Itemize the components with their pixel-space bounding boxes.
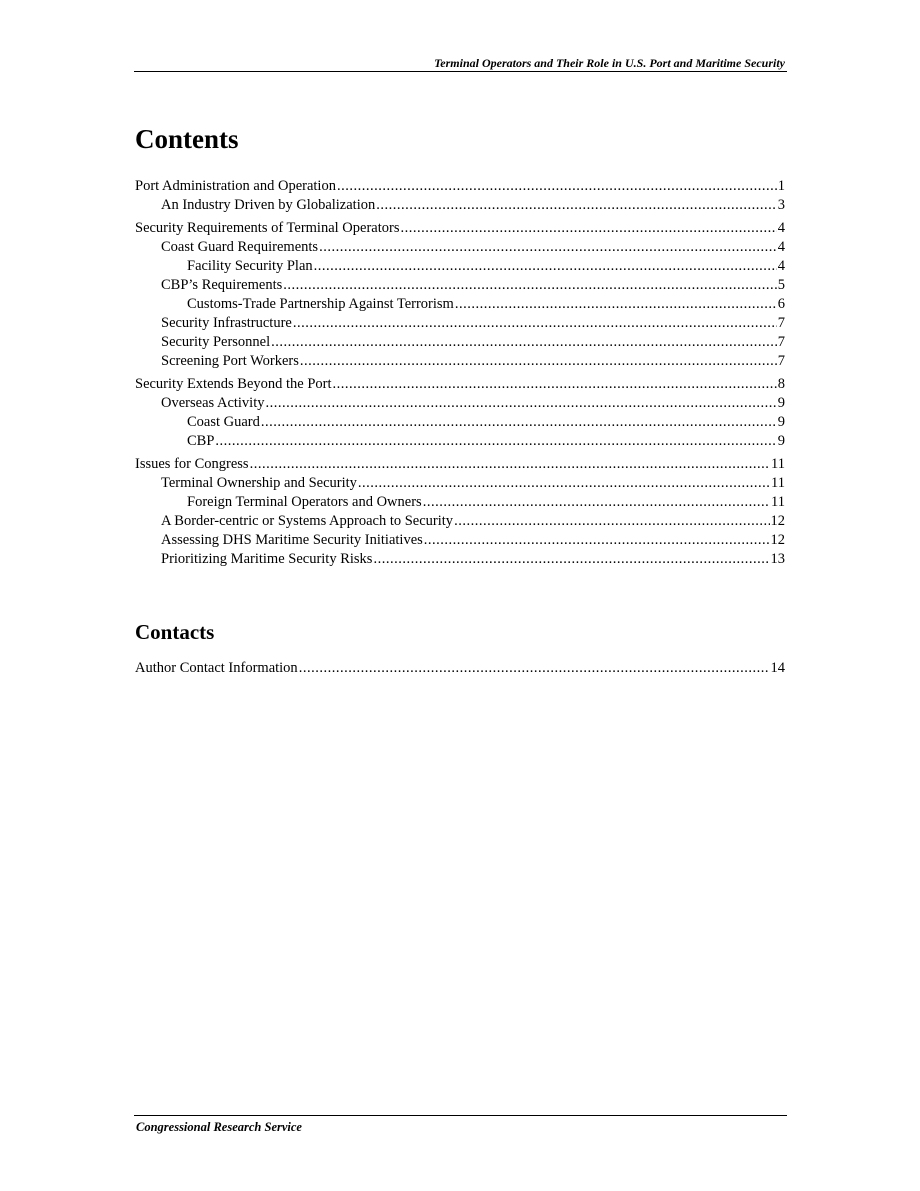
toc-entry-label: Author Contact Information [135,660,298,676]
toc-entry-page: 4 [777,258,785,274]
toc-leader-dots [337,177,777,196]
toc-entry[interactable] [135,659,785,678]
toc-entry-page: 7 [777,315,785,331]
toc-entry-page: 12 [770,532,785,548]
toc-entry-label: Foreign Terminal Operators and Owners [187,494,422,510]
toc-leader-dots [299,659,770,678]
toc-entry[interactable] [135,413,785,432]
contacts-heading: Contacts [135,620,215,644]
toc-entry[interactable] [135,196,785,215]
toc-entry-label: Port Administration and Operation [135,178,336,194]
toc-leader-dots [454,512,769,531]
toc-entry-label: A Border-centric or Systems Approach to Security [161,513,454,529]
toc-entry[interactable] [135,177,785,196]
toc-entry[interactable] [135,474,785,493]
toc-entry-label: Security Extends Beyond the Port [135,376,332,392]
toc-entry-label: Facility Security Plan [187,258,313,274]
toc-leader-dots [300,352,777,371]
toc-entry-label: Customs-Trade Partnership Against Terrorism [187,296,454,312]
toc-entry-page: 9 [777,395,785,411]
toc-leader-dots [261,413,777,432]
toc-entry[interactable] [135,276,785,295]
toc-entry-page: 7 [777,334,785,350]
toc-entry[interactable] [135,432,785,451]
toc-entry[interactable] [135,219,785,238]
toc-leader-dots [319,238,777,257]
toc-entry-page: 3 [777,197,785,213]
toc-entry-label: Security Infrastructure [161,315,292,331]
toc-leader-dots [376,196,777,215]
toc-entry-page: 13 [770,551,785,567]
contents-list [135,177,785,569]
toc-entry-label: CBP’s Requirements [161,277,283,293]
running-header [134,54,787,72]
toc-entry[interactable] [135,455,785,474]
toc-entry-page: 11 [771,494,785,510]
toc-entry-page: 11 [771,475,785,491]
toc-entry[interactable] [135,493,785,512]
toc-leader-dots [423,493,770,512]
toc-entry-label: Coast Guard [187,414,260,430]
toc-entry-label: Security Personnel [161,334,271,350]
toc-entry-label: Terminal Ownership and Security [161,475,357,491]
toc-leader-dots [314,257,777,276]
toc-entry-label: Coast Guard Requirements [161,239,319,255]
toc-entry[interactable] [135,531,785,550]
toc-entry[interactable] [135,314,785,333]
toc-leader-dots [400,219,776,238]
toc-entry[interactable] [135,257,785,276]
toc-leader-dots [266,394,777,413]
toc-leader-dots [215,432,776,451]
toc-entry-label: Prioritizing Maritime Security Risks [161,551,373,567]
toc-leader-dots [293,314,777,333]
toc-entry[interactable] [135,333,785,352]
toc-entry-page: 9 [777,414,785,430]
toc-entry-label: Security Requirements of Terminal Operators [135,220,400,236]
toc-entry-page: 4 [777,239,785,255]
toc-entry[interactable] [135,238,785,257]
toc-entry[interactable] [135,394,785,413]
toc-entry-page: 7 [777,353,785,369]
toc-leader-dots [373,550,769,569]
toc-entry-page: 5 [777,277,785,293]
toc-entry[interactable] [135,512,785,531]
toc-entry-page: 6 [777,296,785,312]
toc-entry[interactable] [135,375,785,394]
contacts-list [135,659,785,678]
toc-entry-page: 4 [777,220,785,236]
toc-entry-label: Assessing DHS Maritime Security Initiatives [161,532,423,548]
toc-entry-label: CBP [187,433,215,449]
toc-leader-dots [333,375,777,394]
toc-leader-dots [424,531,770,550]
footer-text: Congressional Research Service [136,1120,302,1134]
toc-entry-page: 11 [771,456,785,472]
toc-leader-dots [358,474,770,493]
toc-entry-page: 8 [777,376,785,392]
toc-entry-page: 9 [777,433,785,449]
toc-entry-page: 12 [770,513,785,529]
toc-leader-dots [283,276,777,295]
toc-leader-dots [271,333,777,352]
toc-entry-label: Issues for Congress [135,456,249,472]
toc-entry[interactable] [135,352,785,371]
toc-entry[interactable] [135,295,785,314]
toc-leader-dots [250,455,770,474]
header-title: Terminal Operators and Their Role in U.S. Port and Maritime Security [434,56,785,70]
toc-entry-label: An Industry Driven by Globalization [161,197,376,213]
toc-entry-page: 14 [770,660,785,676]
toc-entry[interactable] [135,550,785,569]
contents-heading: Contents [135,124,239,154]
toc-entry-label: Overseas Activity [161,395,265,411]
toc-entry-page: 1 [777,178,785,194]
toc-entry-label: Screening Port Workers [161,353,299,369]
running-footer [134,1115,787,1134]
toc-leader-dots [455,295,777,314]
